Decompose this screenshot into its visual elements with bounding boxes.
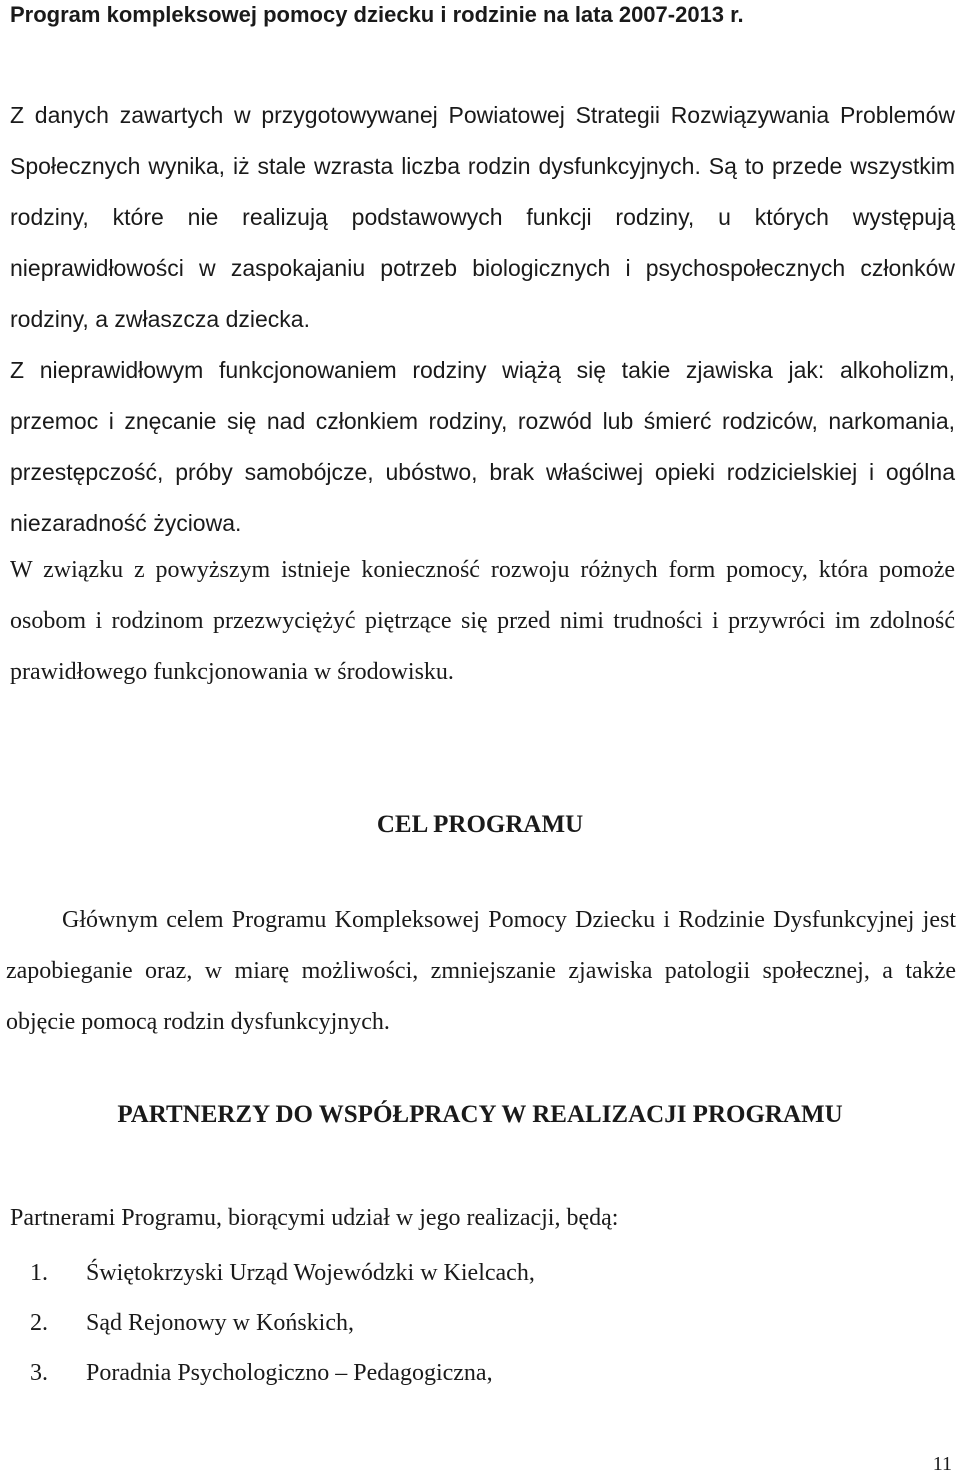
list-item-text: Sąd Rejonowy w Końskich, [86, 1310, 354, 1336]
goal-paragraph: Głównym celem Programu Kompleksowej Pomocy Dziecku i Rodzinie Dysfunkcyjnej jest zapobieganie oraz, w miarę możliwości, zmniejszanie zjawiska patologii społecznej, a także objęcie pomocą rodzin dysfunkcyjnych. [6, 907, 956, 1035]
list-item [10, 1248, 535, 1298]
list-item-text: Świętokrzyski Urząd Wojewódzki w Kielcach, [86, 1260, 535, 1286]
list-item [10, 1348, 535, 1398]
page-number: 11 [932, 1453, 952, 1475]
goal-heading: CEL PROGRAMU [376, 811, 584, 838]
page-header-title: Program kompleksowej pomocy dziecku i rodzinie na lata 2007-2013 r. [10, 2, 744, 27]
list-item [10, 1298, 535, 1348]
intro-text [10, 90, 955, 549]
support-text [10, 545, 955, 698]
partners-intro: Partnerami Programu, biorącymi udział w jego realizacji, będą: [10, 1205, 619, 1231]
list-item-text: Poradnia Psychologiczno – Pedagogiczna, [86, 1360, 493, 1386]
list-item-number: 3. [30, 1360, 48, 1386]
list-item-number: 1. [30, 1260, 48, 1286]
support-paragraph: W związku z powyższym istnieje konieczność rozwoju różnych form pomocy, która pomoże osobom i rodzinom przezwyciężyć piętrzące się przed nimi trudności i przywróci im zdolność prawidłowego funkcjonowania w środowisku. [10, 557, 955, 685]
intro-paragraph: Z danych zawartych w przygotowywanej Powiatowej Strategii Rozwiązywania Problemów Społecznych wynika, iż stale wzrasta liczba rodzin dysfunkcyjnych. Są to przede wszystkim rodziny, które nie realizują podstawowych funkcji rodziny, u których występują nieprawidłowości w zaspokajaniu potrzeb biologicznych i psychospołecznych członków rodziny, a zwłaszcza dziecka. [10, 102, 955, 332]
partners-heading: PARTNERZY DO WSPÓŁPRACY W REALIZACJI PROGRAMU [117, 1101, 843, 1128]
partners-list [10, 1248, 535, 1398]
list-item-number: 2. [30, 1310, 48, 1336]
intro-paragraph: Z nieprawidłowym funkcjonowaniem rodziny wiążą się takie zjawiska jak: alkoholizm, przemoc i znęcanie się nad członkiem rodziny, rozwód lub śmierć rodziców, narkomania, przestępczość, próby samobójcze, ubóstwo, brak właściwej opieki rodzicielskiej i ogólna niezaradność życiowa. [10, 357, 955, 536]
